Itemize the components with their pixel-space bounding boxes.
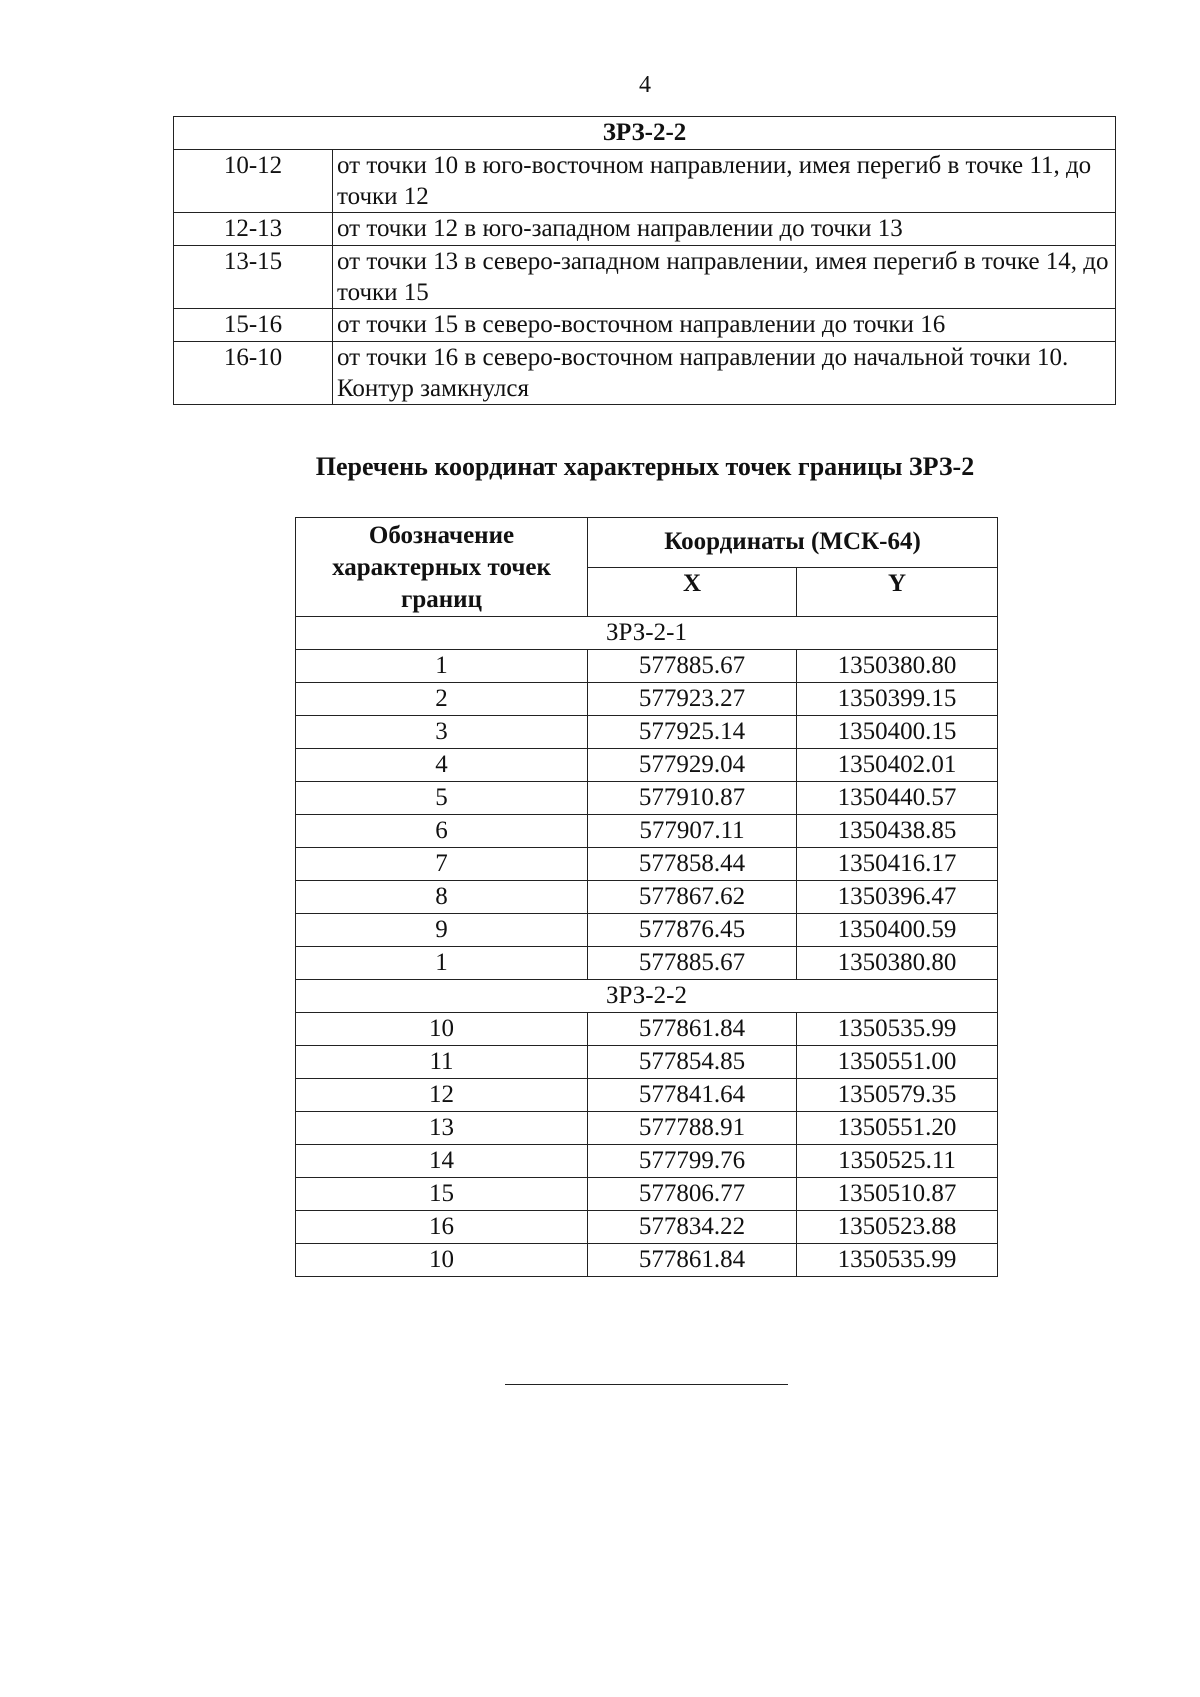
point-label: 12	[296, 1079, 588, 1112]
y-coordinate: 1350535.99	[797, 1013, 998, 1046]
x-coordinate: 577867.62	[588, 881, 797, 914]
table-row	[296, 1145, 998, 1178]
table-row	[174, 150, 1116, 213]
table-header-row	[296, 518, 998, 568]
table-row	[296, 1046, 998, 1079]
segment-code: 15-16	[174, 309, 333, 342]
segment-code: 12-13	[174, 213, 333, 246]
y-header: Y	[797, 567, 998, 617]
point-label: 9	[296, 914, 588, 947]
table-row	[174, 213, 1116, 246]
point-label: 15	[296, 1178, 588, 1211]
y-coordinate: 1350438.85	[797, 815, 998, 848]
table-row	[296, 1079, 998, 1112]
table-row	[296, 1112, 998, 1145]
point-label: 10	[296, 1244, 588, 1277]
point-label: 1	[296, 947, 588, 980]
segment-description: от точки 13 в северо-западном направлении, имея перегиб в точке 14, до точки 15	[333, 246, 1116, 309]
x-coordinate: 577885.67	[588, 650, 797, 683]
x-coordinate: 577925.14	[588, 716, 797, 749]
group-row	[296, 617, 998, 650]
segment-description: от точки 16 в северо-восточном направлении до начальной точки 10. Контур замкнулся	[333, 342, 1116, 405]
y-coordinate: 1350399.15	[797, 683, 998, 716]
table-row	[296, 947, 998, 980]
point-label: 2	[296, 683, 588, 716]
table-row	[296, 848, 998, 881]
table-row	[296, 1013, 998, 1046]
x-coordinate: 577806.77	[588, 1178, 797, 1211]
section-title: Перечень координат характерных точек границы ЗРЗ-2	[315, 452, 975, 481]
point-label: 1	[296, 650, 588, 683]
point-label: 11	[296, 1046, 588, 1079]
x-coordinate: 577923.27	[588, 683, 797, 716]
x-coordinate: 577907.11	[588, 815, 797, 848]
footer-rule	[505, 1384, 788, 1385]
designation-header: Обозначение характерных точек границ	[296, 518, 588, 617]
x-coordinate: 577876.45	[588, 914, 797, 947]
y-coordinate: 1350396.47	[797, 881, 998, 914]
group-name: ЗРЗ-2-2	[296, 980, 998, 1013]
y-coordinate: 1350380.80	[797, 650, 998, 683]
table-row	[296, 749, 998, 782]
x-coordinate: 577799.76	[588, 1145, 797, 1178]
segment-description: от точки 12 в юго-западном направлении до точки 13	[333, 213, 1116, 246]
point-label: 3	[296, 716, 588, 749]
segment-code: 16-10	[174, 342, 333, 405]
y-coordinate: 1350440.57	[797, 782, 998, 815]
segment-code: 10-12	[174, 150, 333, 213]
point-label: 5	[296, 782, 588, 815]
table-row	[174, 342, 1116, 405]
coordinates-table	[295, 517, 998, 1277]
boundary-description-table	[173, 116, 1116, 405]
x-coordinate: 577788.91	[588, 1112, 797, 1145]
x-coordinate: 577861.84	[588, 1244, 797, 1277]
table-row	[296, 683, 998, 716]
x-coordinate: 577858.44	[588, 848, 797, 881]
x-header: X	[588, 567, 797, 617]
table-row	[296, 1178, 998, 1211]
x-coordinate: 577834.22	[588, 1211, 797, 1244]
coordinates-body	[296, 617, 998, 1277]
y-coordinate: 1350416.17	[797, 848, 998, 881]
y-coordinate: 1350510.87	[797, 1178, 998, 1211]
y-coordinate: 1350551.00	[797, 1046, 998, 1079]
x-coordinate: 577885.67	[588, 947, 797, 980]
y-coordinate: 1350402.01	[797, 749, 998, 782]
table-row	[174, 309, 1116, 342]
y-coordinate: 1350579.35	[797, 1079, 998, 1112]
coordinates-header: Координаты (МСК-64)	[588, 518, 998, 568]
page-number: 4	[639, 72, 651, 98]
segment-code: 13-15	[174, 246, 333, 309]
x-coordinate: 577841.64	[588, 1079, 797, 1112]
point-label: 8	[296, 881, 588, 914]
y-coordinate: 1350551.20	[797, 1112, 998, 1145]
table-row	[296, 914, 998, 947]
table-row	[296, 815, 998, 848]
group-name: ЗРЗ-2-1	[296, 617, 998, 650]
segment-description: от точки 15 в северо-восточном направлении до точки 16	[333, 309, 1116, 342]
point-label: 14	[296, 1145, 588, 1178]
table-row	[296, 881, 998, 914]
table-row	[296, 650, 998, 683]
x-coordinate: 577910.87	[588, 782, 797, 815]
table-row	[296, 1244, 998, 1277]
table-row	[174, 246, 1116, 309]
table-row	[296, 716, 998, 749]
point-label: 10	[296, 1013, 588, 1046]
x-coordinate: 577861.84	[588, 1013, 797, 1046]
y-coordinate: 1350400.59	[797, 914, 998, 947]
y-coordinate: 1350535.99	[797, 1244, 998, 1277]
point-label: 16	[296, 1211, 588, 1244]
table-row	[296, 1211, 998, 1244]
y-coordinate: 1350400.15	[797, 716, 998, 749]
segment-description: от точки 10 в юго-восточном направлении, имея перегиб в точке 11, до точки 12	[333, 150, 1116, 213]
x-coordinate: 577929.04	[588, 749, 797, 782]
y-coordinate: 1350380.80	[797, 947, 998, 980]
point-label: 6	[296, 815, 588, 848]
y-coordinate: 1350523.88	[797, 1211, 998, 1244]
point-label: 13	[296, 1112, 588, 1145]
point-label: 4	[296, 749, 588, 782]
group-row	[296, 980, 998, 1013]
zone-title: ЗРЗ-2-2	[174, 117, 1116, 150]
x-coordinate: 577854.85	[588, 1046, 797, 1079]
table-header-row	[174, 117, 1116, 150]
y-coordinate: 1350525.11	[797, 1145, 998, 1178]
point-label: 7	[296, 848, 588, 881]
table-row	[296, 782, 998, 815]
